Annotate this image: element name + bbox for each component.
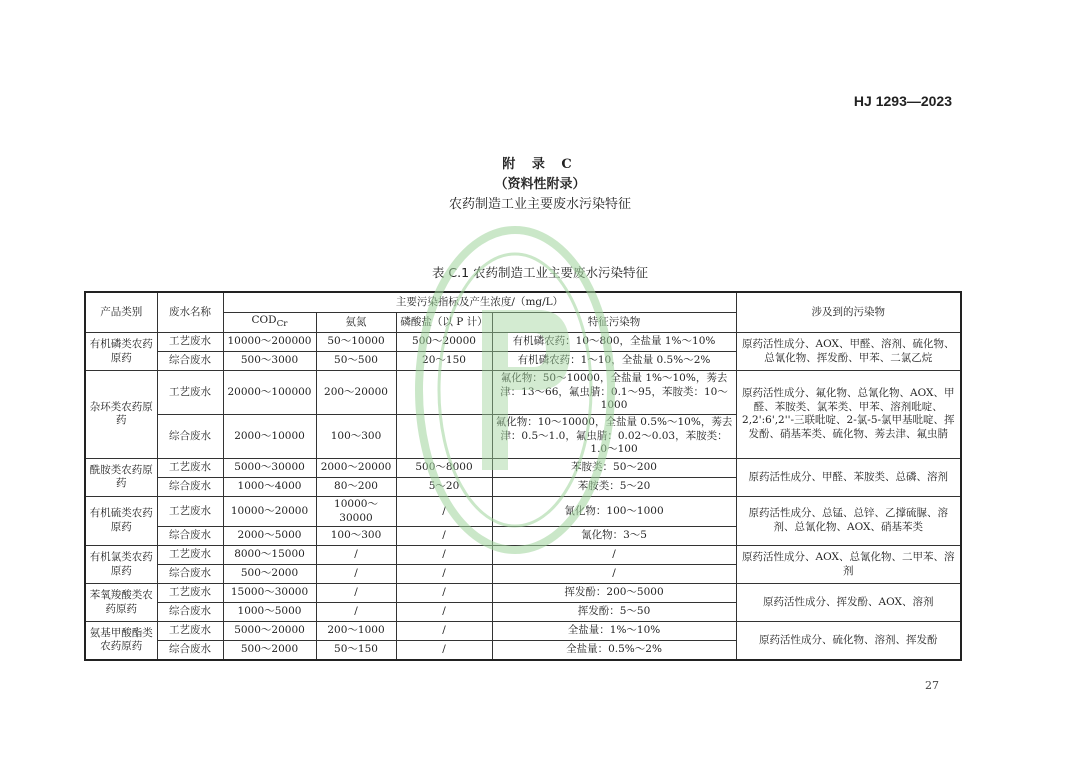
table-row — [85, 496, 961, 526]
nh3n-cell: / — [316, 546, 396, 565]
nh3n-cell: / — [316, 603, 396, 622]
special-cell: 氰化物：3～5 — [492, 527, 736, 546]
pollutants-cell: 原药活性成分、AOX、甲醛、溶剂、硫化物、总氰化物、挥发酚、甲苯、二氯乙烷 — [736, 333, 961, 371]
header-cod: $COD_{Cr}$ — [223, 313, 316, 333]
cod-cell: 8000～15000 — [223, 546, 316, 565]
header-product: 产品类别 — [85, 292, 157, 333]
page-number: 27 — [925, 679, 939, 692]
nh3n-cell: 100～300 — [316, 414, 396, 458]
table-row — [85, 371, 961, 415]
cod-cell: 10000～200000 — [223, 333, 316, 352]
nh3n-cell: 50～10000 — [316, 333, 396, 352]
special-cell: 全盐量：0.5%～2% — [492, 641, 736, 660]
table-row — [85, 622, 961, 641]
phosphate-cell: 20～150 — [396, 352, 492, 371]
special-cell: 有机磷农药：1～10，全盐量 0.5%～2% — [492, 352, 736, 371]
appendix-name: 农药制造工业主要废水污染特征 — [448, 197, 631, 212]
cod-cell: 20000～100000 — [223, 371, 316, 415]
cod-cell: 2000～10000 — [223, 414, 316, 458]
standard-code: HJ 1293—2023 — [853, 93, 952, 109]
header-pollutants: 涉及到的污染物 — [736, 292, 961, 333]
cod-cell: 500～3000 — [223, 352, 316, 371]
table-row — [85, 458, 961, 477]
nh3n-cell: / — [316, 565, 396, 584]
special-cell: 挥发酚：5～50 — [492, 603, 736, 622]
product-cell: 有机硫类农药原药 — [85, 496, 157, 545]
cod-cell: 1000～5000 — [223, 603, 316, 622]
wastewater-cell: 工艺废水 — [157, 496, 223, 526]
special-cell: 氟化物：10～10000，全盐量 0.5%～10%，莠去津：0.5～1.0，氟虫腈：0.02～0.03，苯胺类：1.0～100 — [492, 414, 736, 458]
wastewater-cell: 综合废水 — [157, 565, 223, 584]
phosphate-cell: / — [396, 622, 492, 641]
wastewater-cell: 综合废水 — [157, 352, 223, 371]
special-cell: 挥发酚：200～5000 — [492, 584, 736, 603]
phosphate-cell — [396, 414, 492, 458]
nh3n-cell: 10000～30000 — [316, 496, 396, 526]
wastewater-cell: 工艺废水 — [157, 333, 223, 352]
wastewater-cell: 综合废水 — [157, 414, 223, 458]
nh3n-cell: 200～20000 — [316, 371, 396, 415]
nh3n-cell: 2000～20000 — [316, 458, 396, 477]
appendix-type: （资料性附录） — [494, 177, 586, 192]
table-caption: 表 C.1 农药制造工业主要废水污染特征 — [431, 265, 649, 280]
wastewater-cell: 工艺废水 — [157, 371, 223, 415]
pollutants-cell: 原药活性成分、挥发酚、AOX、溶剂 — [736, 584, 961, 622]
pollutants-cell: 原药活性成分、甲醛、苯胺类、总磷、溶剂 — [736, 458, 961, 496]
phosphate-cell: / — [396, 527, 492, 546]
phosphate-cell: / — [396, 565, 492, 584]
cod-cell: 500～2000 — [223, 565, 316, 584]
pollutants-cell: 原药活性成分、AOX、总氰化物、二甲苯、溶剂 — [736, 546, 961, 584]
wastewater-cell: 综合废水 — [157, 477, 223, 496]
appendix-title: 附 录 C — [502, 157, 578, 172]
wastewater-cell: 工艺废水 — [157, 546, 223, 565]
cod-cell: 500～2000 — [223, 641, 316, 660]
nh3n-cell: / — [316, 584, 396, 603]
special-cell: / — [492, 565, 736, 584]
cod-cell: 10000～20000 — [223, 496, 316, 526]
nh3n-cell: 100～300 — [316, 527, 396, 546]
special-cell: 氟化物：50～10000，全盐量 1%～10%，莠去津：13～66，氟虫腈：0.1～95，苯胺类：10～1000 — [492, 371, 736, 415]
pollutants-cell: 原药活性成分、总锰、总锌、乙撑硫脲、溶剂、总氰化物、AOX、硝基苯类 — [736, 496, 961, 545]
special-cell: 苯胺类：50～200 — [492, 458, 736, 477]
table-row — [85, 333, 961, 352]
wastewater-cell: 工艺废水 — [157, 584, 223, 603]
table-row — [85, 546, 961, 565]
wastewater-cell: 综合废水 — [157, 603, 223, 622]
phosphate-cell: / — [396, 496, 492, 526]
pollutants-cell: 原药活性成分、氟化物、总氰化物、AOX、甲醛、苯胺类、氯苯类、甲苯、溶剂吡啶、2,2':6',2''-三联吡啶、2-氯-5-氯甲基吡啶、挥发酚、硝基苯类、硫化物、莠去津、氟虫腈 — [736, 371, 961, 459]
phosphate-cell: 5～20 — [396, 477, 492, 496]
product-cell: 酰胺类农药原药 — [85, 458, 157, 496]
phosphate-cell: / — [396, 546, 492, 565]
nh3n-cell: 50～500 — [316, 352, 396, 371]
wastewater-cell: 工艺废水 — [157, 622, 223, 641]
nh3n-cell: 50～150 — [316, 641, 396, 660]
cod-cell: 15000～30000 — [223, 584, 316, 603]
cod-cell: 2000～5000 — [223, 527, 316, 546]
cod-cell: 1000～4000 — [223, 477, 316, 496]
wastewater-cell: 工艺废水 — [157, 458, 223, 477]
header-special: 特征污染物 — [492, 313, 736, 333]
header-group: 主要污染指标及产生浓度/（mg/L） — [223, 292, 736, 313]
special-cell: 氰化物：100～1000 — [492, 496, 736, 526]
nh3n-cell: 80～200 — [316, 477, 396, 496]
phosphate-cell: / — [396, 641, 492, 660]
table-row — [85, 584, 961, 603]
wastewater-cell: 综合废水 — [157, 527, 223, 546]
product-cell: 氨基甲酸酯类农药原药 — [85, 622, 157, 660]
special-cell: 苯胺类：5～20 — [492, 477, 736, 496]
phosphate-cell: 500～20000 — [396, 333, 492, 352]
product-cell: 杂环类农药原药 — [85, 371, 157, 459]
header-phosphate: 磷酸盐（以 P 计） — [396, 313, 492, 333]
product-cell: 有机氯类农药原药 — [85, 546, 157, 584]
pollutants-cell: 原药活性成分、硫化物、溶剂、挥发酚 — [736, 622, 961, 660]
wastewater-cell: 综合废水 — [157, 641, 223, 660]
phosphate-cell: / — [396, 584, 492, 603]
nh3n-cell: 200～1000 — [316, 622, 396, 641]
product-cell: 苯氧羧酸类农药原药 — [85, 584, 157, 622]
phosphate-cell: / — [396, 603, 492, 622]
special-cell: 有机磷农药：10～800，全盐量 1%～10% — [492, 333, 736, 352]
cod-cell: 5000～30000 — [223, 458, 316, 477]
phosphate-cell — [396, 371, 492, 415]
product-cell: 有机磷类农药原药 — [85, 333, 157, 371]
phosphate-cell: 500～8000 — [396, 458, 492, 477]
special-cell: / — [492, 546, 736, 565]
cod-cell: 5000～20000 — [223, 622, 316, 641]
pollution-table — [84, 291, 962, 661]
header-wastewater: 废水名称 — [157, 292, 223, 333]
header-nh3n: 氨氮 — [316, 313, 396, 333]
special-cell: 全盐量：1%～10% — [492, 622, 736, 641]
